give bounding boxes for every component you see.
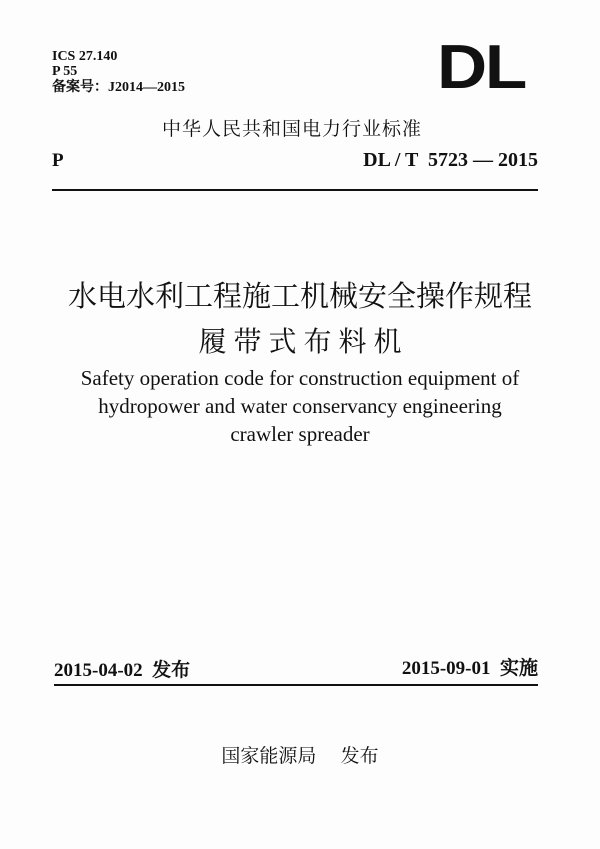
title-en-line2: hydropower and water conservancy engineering (98, 394, 502, 418)
record-number: 备案号：J2014—2015 (52, 80, 185, 95)
standard-category: 中华人民共和国电力行业标准 (162, 118, 423, 140)
standard-number: DL / T 5723 — 2015 (363, 149, 538, 171)
top-rule (52, 189, 538, 191)
implement-date: 2015-09-01 实施 (401, 658, 538, 679)
bottom-rule (54, 684, 538, 686)
dl-logo: DL (437, 33, 526, 102)
title-en-line1: Safety operation code for construction equipment of (80, 366, 520, 390)
title-en-line3: crawler spreader (230, 422, 370, 446)
title-zh-line1: 水电水利工程施工机械安全操作规程 (67, 281, 532, 313)
classification-code: P 55 (52, 64, 78, 79)
issue-date: 2015-04-02 发布 (54, 660, 191, 681)
ics-code: ICS 27.140 (52, 49, 118, 64)
standard-left-code: P (52, 150, 64, 171)
publisher: 国家能源局 发布 (221, 745, 379, 767)
title-zh-line2: 履 带 式 布 料 机 (198, 327, 402, 358)
